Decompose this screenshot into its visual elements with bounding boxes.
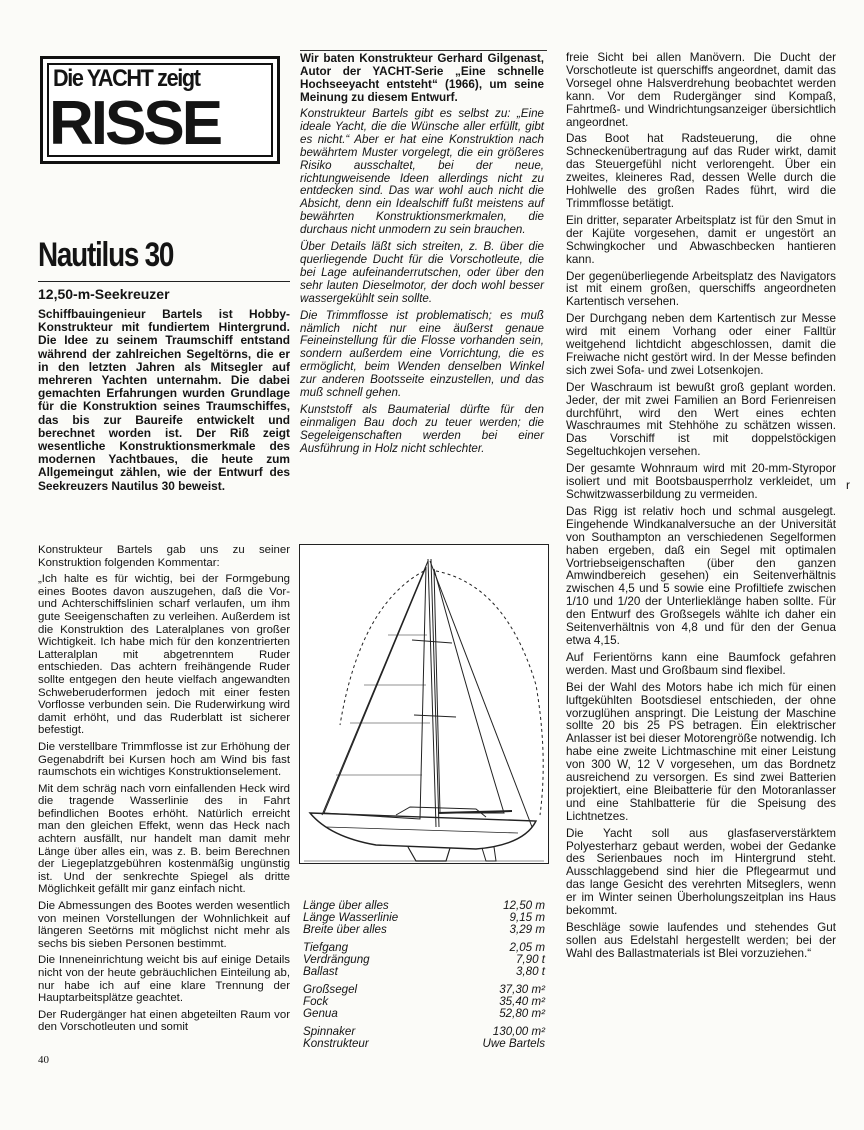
spec-label: Genua <box>303 1007 338 1020</box>
hull <box>310 813 536 849</box>
column-logo <box>40 56 280 164</box>
specifications-table <box>303 900 545 1050</box>
col1-paragraph: Konstrukteur Bartels gab uns zu seiner Konstruktion folgenden Kommentar: <box>38 544 290 569</box>
spinnaker-outline <box>436 571 543 815</box>
col3-paragraph: Bei der Wahl des Motors habe ich mich für einen luftgekühlten Bootsdiesel entschieden, der ohne vorzuglühen anspringt. Die Leistung der Maschine sollte 20 bis 25 PS betragen. Ein elektrischer Anlasser ist bei dieser Motorengröße notwendig. Ich habe eine zweite Lichtmaschine mit einer Leistung von 300 W, 12 V vorgesehen, um das Bordnetz ausreichend zu versorgen. Es sind zwei Batterien projektiert, eine Bleibatterie für den Motoranlasser und eine Stahlbatterie für die Speisung des Lichtnetzes. <box>566 680 836 823</box>
box-paragraph: Die Trimmflosse ist problematisch; es muß nämlich nicht nur eine äußerst genaue Feineinstellung für die Flosse vorhanden sein, sondern außerdem eine Vorrichtung, die es ermöglicht, beim Wenden denselben Winkel zur anderen Bootsseite einzustellen, und das muß schnell gehen. <box>300 308 544 400</box>
col1-paragraph: „Ich halte es für wichtig, bei der Formgebung eines Bootes davon auszugehen, daß die Vor- und Achterschiffslinien scharf verlaufen, um ihm gute Seeigenschaften zu verleihen. Außerdem ist die Konstruktion des Lateralplanes von großer Wichtigkeit. Ich habe mich für den konzentrierten Latteralplan mit abgetrenntem Ruder entschieden. Das achtern freihängende Ruder sollte entgegen den heute vielfach angewandten Schweberuderformen jedoch mit einer festen Vorflosse verbunden sein. Die Ruderwirkung wird damit erhöht, und das Ruderblatt ist sicherer befestigt. <box>38 573 290 737</box>
column-1-body <box>38 544 290 1038</box>
col1-paragraph: Die verstellbare Trimmflosse ist zur Erhöhung der Gegenabdrift bei Kursen hoch am Wind bis fast raumschots ein wichtiges Konstruktionselement. <box>38 740 290 779</box>
spec-label: Großsegel <box>303 983 358 996</box>
spec-label: Konstrukteur <box>303 1037 369 1050</box>
sail-plan-svg <box>300 545 548 863</box>
spec-label: Breite über alles <box>303 923 387 936</box>
col3-paragraph: Der gegenüberliegende Arbeitsplatz des Navigators ist mit einem großen, querschiffs angeordneten Kartentisch versehen. <box>566 269 836 309</box>
spec-value: 9,15 m <box>509 911 545 924</box>
col1-paragraph: Die Inneneinrichtung weicht bis auf einige Details nicht von der heute gebräuchlichen Einteilung ab, nur habe ich auf eine klare Trennung der Hauptarbeitsplätze geachtet. <box>38 954 290 1005</box>
title-rule <box>38 281 290 282</box>
sail-plan-drawing <box>299 544 549 864</box>
col1-paragraph: Die Abmessungen des Bootes werden wesentlich von meinen Vorstellungen der Wohnlichkeit auf längeren Seetörns mit möglichst nicht mehr als sechs bis sieben Personen bestimmt. <box>38 900 290 950</box>
box-top-rule <box>300 50 547 51</box>
col3-paragraph: Ein dritter, separater Arbeitsplatz ist für den Smut in der Kajüte vorgesehen, damit er ungestört an Schwingkocher und Abwaschbecken hantieren kann. <box>566 213 836 266</box>
spec-value: 7,90 t <box>515 953 545 966</box>
commentary-box <box>300 52 544 460</box>
spec-row <box>303 966 545 978</box>
forestay <box>322 561 428 815</box>
col3-paragraph: Das Boot hat Radsteuerung, die ohne Schneckenübertragung auf das Ruder wirkt, damit das Steuergefühl nicht verlorengeht. Über ein zweites, kleineres Rad, dessen Welle durch die Hohlwelle des großen Rades führt, wird die Trimmflosse betätigt. <box>566 132 836 210</box>
die-yacht-zeigt-risse-logo <box>40 56 280 164</box>
spec-value: 3,29 m <box>509 923 545 936</box>
intro-text: Schiffbauingenieur Bartels ist Hobby-Konstrukteur mit fundiertem Hintergrund. Die Idee zu seinem Traumschiff entstand während der zahlreichen Segeltörns, die er in den letzten Jahren als Mitsegler auf mehreren Yachten unternahm. Die dabei gemachten Erfahrungen wurden Grundlage für die Konstruktion seines Traumschiffes, das bis zur Baureife entwickelt und berechnet worden ist. Der Riß zeigt wesentliche Konstruktionsmerkmale des modernen Yachtbaues, die heute zum Allgemeingut zählen, wie der Entwurf des Seekreuzers Nautilus 30 beweist. <box>38 307 290 493</box>
col1-paragraph: Der Rudergänger hat einen abgeteilten Raum vor den Vorschotleuten und somit <box>38 1008 290 1034</box>
col3-paragraph: freie Sicht bei allen Manövern. Die Ducht der Vorschotleute ist querschiffs angeordnet, damit das Vorsegel ohne Halsverdrehung beobachtet werden kann. Vor dem Rudergänger sind Kompaß, Fahrtmeß- und Windrichtungsanzeiger übersichtlich angeordnet. <box>566 51 836 129</box>
spec-label: Länge über alles <box>303 899 389 912</box>
logo-line-2: RISSE <box>49 89 221 158</box>
spec-label: Spinnaker <box>303 1025 356 1038</box>
col3-paragraph: Der gesamte Wohnraum wird mit 20-mm-Styropor isoliert und mit Bootsbausperrholz verkleidet, um Schwitzwasserbildung zu vermeiden. <box>566 462 836 501</box>
spec-row <box>303 1008 545 1020</box>
spec-label: Fock <box>303 995 329 1008</box>
mainsail <box>434 569 504 813</box>
col3-paragraph: Beschläge sowie laufendes und stehendes Gut sollen aus Edelstahl hergestellt werden; bei der Wahl des Ballastmaterials ist Blei vorzuziehen.“ <box>566 921 836 960</box>
col3-paragraph: Auf Ferientörns kann eine Baumfock gefahren werden. Mast und Großbaum sind flexibel. <box>566 650 836 677</box>
box-paragraph: Kunststoff als Baumaterial dürfte für den einmaligen Bau doch zu teuer werden; die Segeleigenschaften werden bei einer Ausführung in Holz nicht schlechter. <box>300 402 544 455</box>
intro-paragraph <box>38 308 290 493</box>
spec-row <box>303 924 545 936</box>
keel <box>408 847 450 861</box>
spec-label: Tiefgang <box>303 941 349 954</box>
col3-paragraph: Der Durchgang neben dem Kartentisch zur Messe wird mit einem Vorhang oder einer Falltür weitgehend lichtdicht abgeschlossen, damit die Freiwache nicht gestört wird. In der Messe befinden sich zwei Sofa- und zwei Lotsenkojen. <box>566 312 836 377</box>
spec-value: Uwe Bartels <box>482 1037 545 1050</box>
col1-paragraph: Mit dem schräg nach vorn einfallenden Heck wird die tragende Wasserlinie des in Fahrt befindlichen Bootes erhöht. Natürlich erreicht man den gleichen Effekt, wenn das Heck nach achtern ausfällt, nur handelt man damit mehr Länge über alles ein, was z. B. beim Berechnen der Liegeplatzgebühren kostenmäßig ungünstig ist. Und der senkrechte Spiegel als dritte Möglichkeit gefällt mir ganz einfach nicht. <box>38 782 290 896</box>
col3-paragraph: Der Waschraum ist bewußt groß geplant worden. Jeder, der mit zwei Familien an Bord Ferienreisen durchführt, wird den Wert eines echten Waschraumes mit Stehhöhe zu schätzen wissen. Das Vorschiff ist mit doppelstöckigen Segeltuchkojen versehen. <box>566 380 836 459</box>
rudder <box>482 847 496 861</box>
col3-paragraph: Das Rigg ist relativ hoch und schmal ausgelegt. Eingehende Windkanalversuche an der Universität von Southampton an verschiedenen Segelformen haben ergeben, daß ein Segel mit optimalen Vortriebseigenschaften (über den ganzen Amwindbereich gesehen) ein Seitenverhältnis zwischen 4,5 und 5 sowie eine Profiltiefe zwischen 1/10 und 1/20 der Unterlieklänge haben sollte. Für den Entwurf des Großsegels wählte ich daher ein Seitenverhältnis von 4,8 und für den der Genua etwa 4,15. <box>566 504 836 647</box>
logo-line-1: Die YACHT zeigt <box>53 65 200 92</box>
spec-value: 35,40 m² <box>499 995 545 1008</box>
box-paragraph: Konstrukteur Bartels gibt es selbst zu: „Eine ideale Yacht, die die Wünsche aller erfüllt, gibt es nicht.“ Aber er hat eine Konstruktion nach bewährtem Muster vorgelegt, die ein größeres Risiko ausschaltet, bei der neue, richtungweisende Ideen allerdings nicht zu entdecken sind. Das war wohl auch nicht die Absicht, denn ein Idealschiff fußt meistens auf bewährten Konstruktionsmerkmalen, die durchaus nicht unmodern zu sein brauchen. <box>300 107 544 237</box>
col3-paragraph: Die Yacht soll aus glasfaserverstärktem Polyesterharz gebaut werden, wobei der Gedanke des Serienbaues noch im Hintergrund steht. Ausschlaggebend sind hier die Pflegearmut und das lange Gesicht des verehrten Mitseglers, wenn er im Winter seinen Überholungszeitplan ins Haus bekommt. <box>566 826 836 918</box>
box-paragraph: Über Details läßt sich streiten, z. B. über die querliegende Ducht für die Vorschotleute, die bei Lage aufeinanderrutschen, oder über den sehr lauten Dieselmotor, der doch wohl besser wassergekühlt sein sollte. <box>300 240 544 305</box>
spec-value: 52,80 m² <box>499 1007 545 1020</box>
spec-label: Verdrängung <box>303 953 370 966</box>
backstay <box>430 561 532 827</box>
genoa-sail <box>324 567 426 819</box>
article-title: Nautilus 30 <box>38 236 174 274</box>
spec-value: 2,05 m <box>509 941 545 954</box>
spec-value: 37,30 m² <box>499 983 545 996</box>
spec-value: 3,80 t <box>515 965 545 978</box>
article-subtitle: 12,50-m-Seekreuzer <box>38 286 170 302</box>
column-3-body <box>566 52 836 965</box>
edge-mark: r <box>846 478 850 492</box>
spec-row <box>303 954 545 966</box>
box-lead: Wir baten Konstrukteur Gerhard Gilgenast, Autor der YACHT-Serie „Eine schnelle Hochseeyacht entsteht“ (1966), um seine Meinung zu diesem Entwurf. <box>300 52 544 104</box>
spec-value: 12,50 m <box>503 899 545 912</box>
page-number: 40 <box>38 1054 49 1066</box>
spec-value: 130,00 m² <box>492 1025 545 1038</box>
spec-label: Ballast <box>303 965 338 978</box>
spec-row <box>303 1038 545 1050</box>
spec-label: Länge Wasserlinie <box>303 911 399 924</box>
